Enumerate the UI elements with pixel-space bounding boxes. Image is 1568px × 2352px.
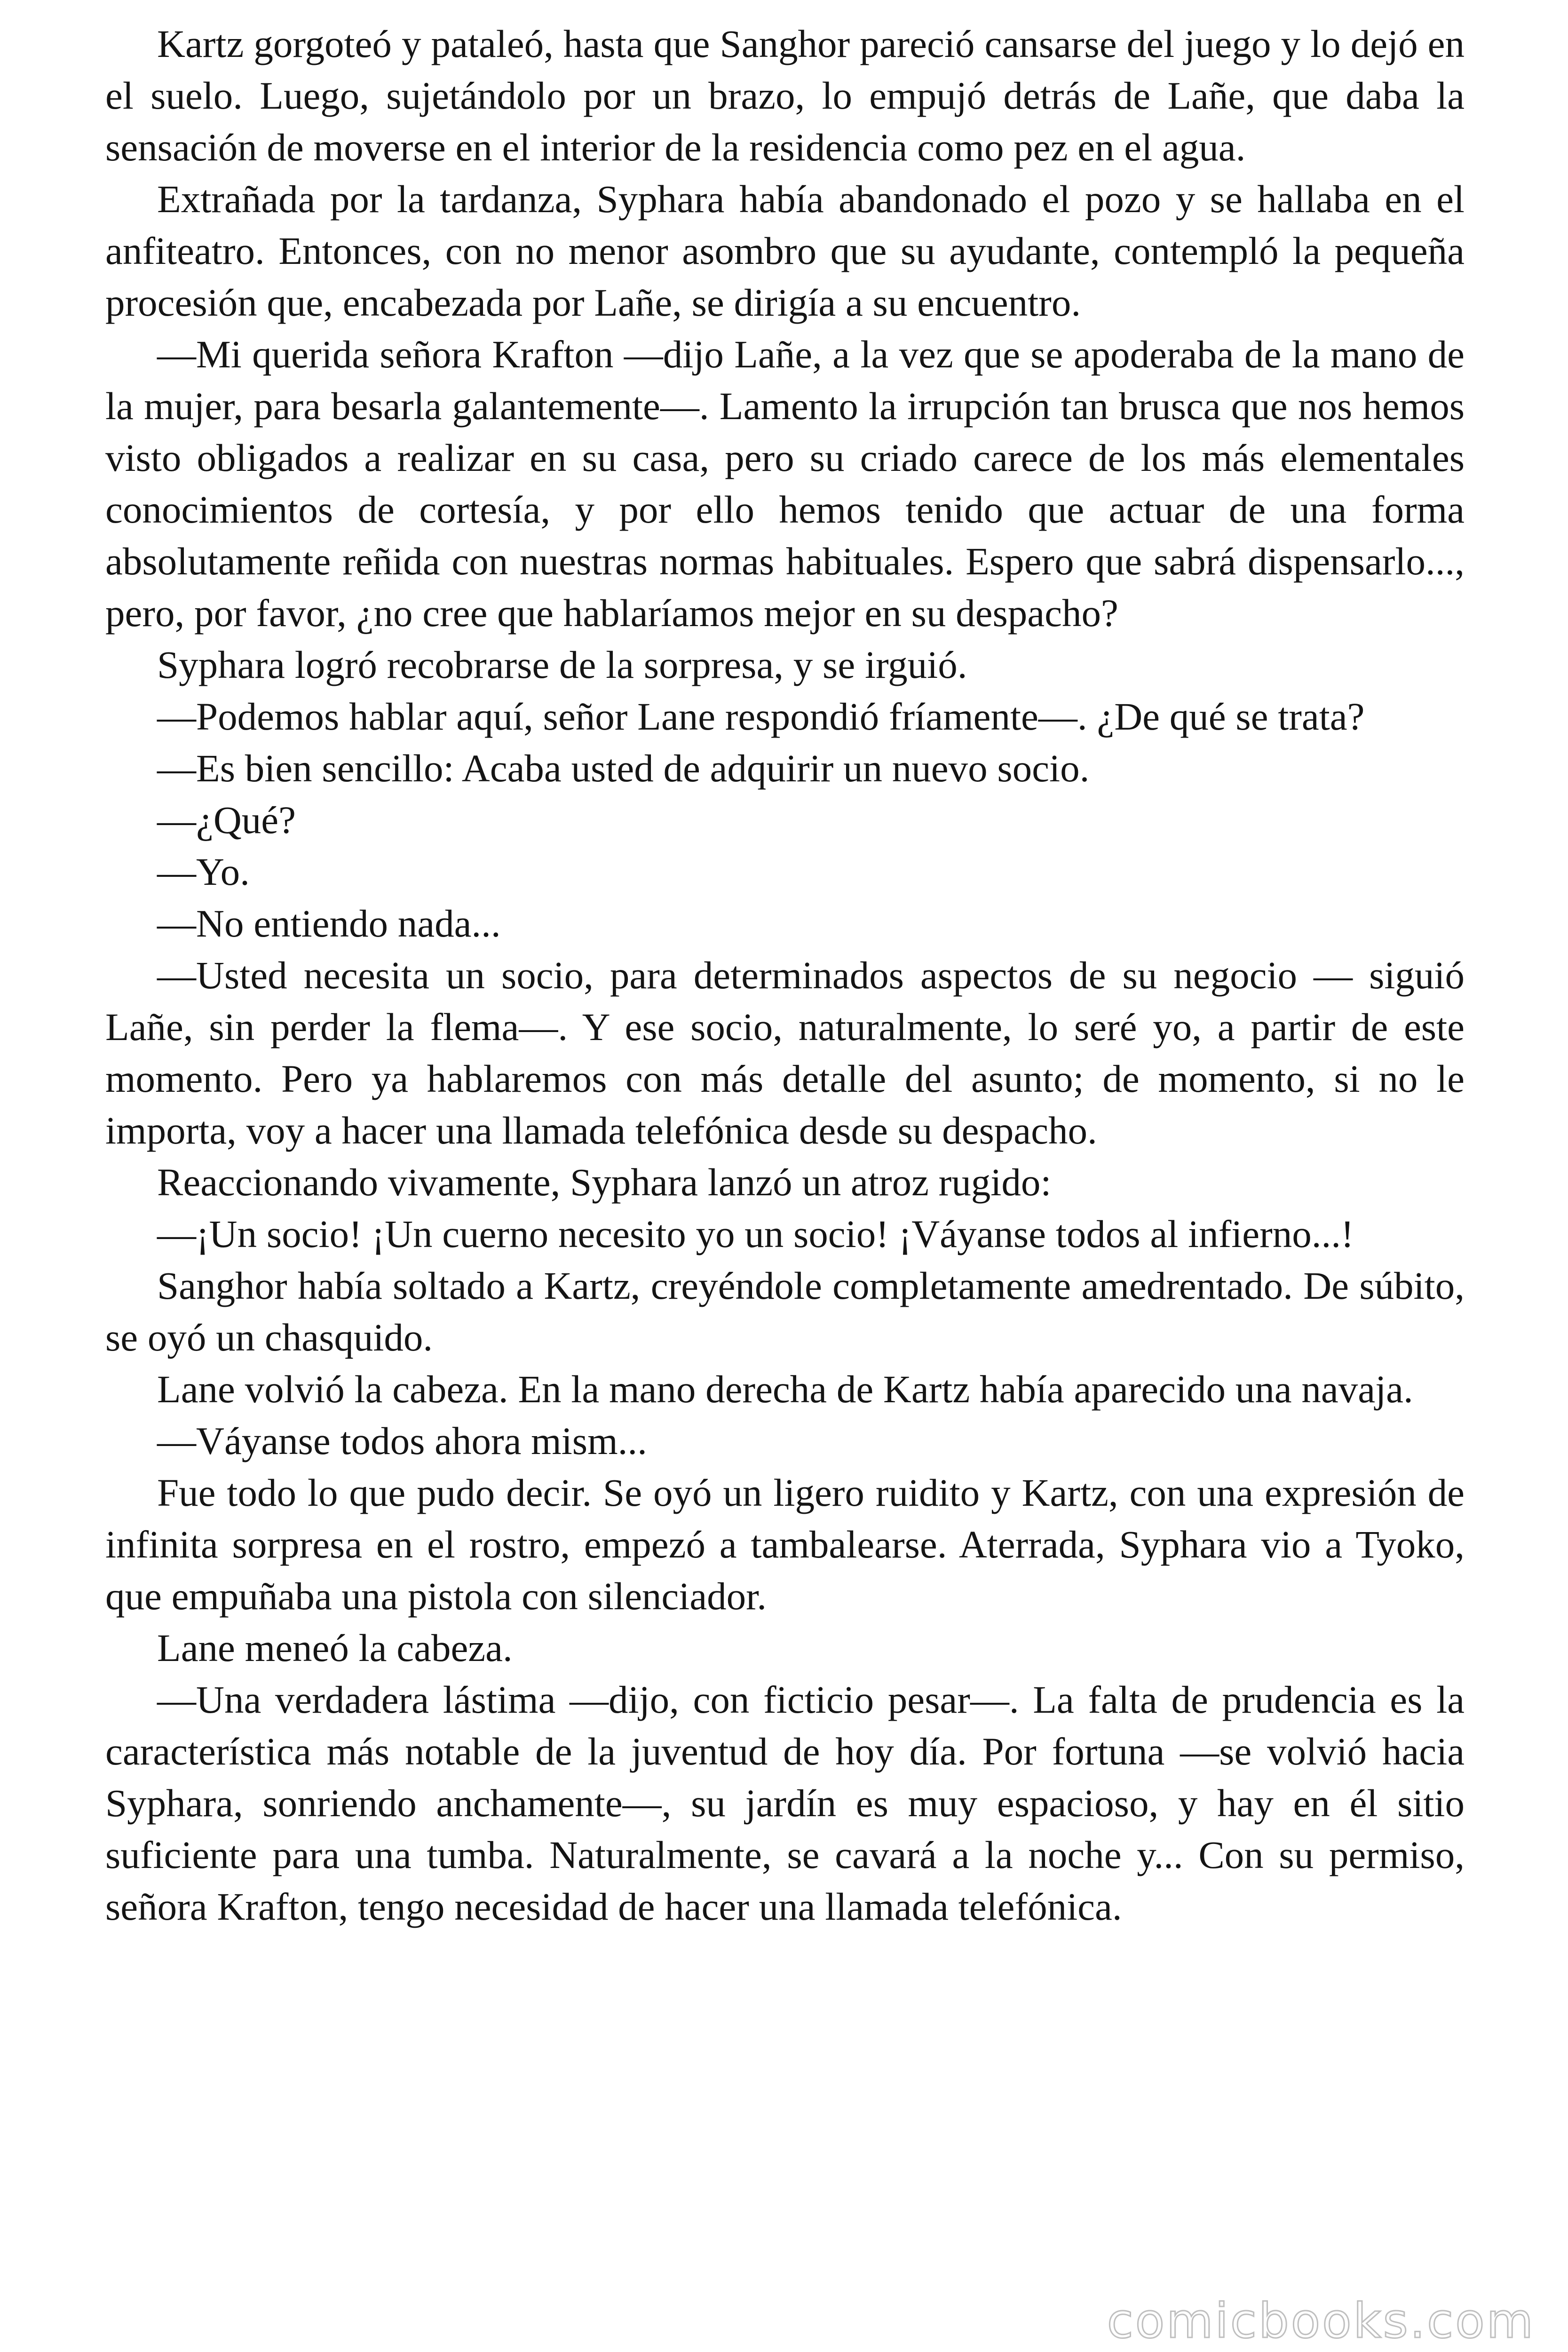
paragraph-4: Syphara logró recobrarse de la sorpresa, y se irguió. bbox=[157, 643, 967, 686]
paragraph-5: —Podemos hablar aquí, señor Lane respondió fríamente—. ¿De qué se trata? bbox=[157, 695, 1365, 738]
paragraph-13: Sanghor había soltado a Kartz, creyéndole completamente amedrentado. De súbito, se oyó un chasquido. bbox=[105, 1264, 1465, 1359]
paragraph-17: Lane meneó la cabeza. bbox=[157, 1626, 513, 1669]
paragraph-7: —¿Qué? bbox=[157, 798, 296, 842]
paragraph-12: —¡Un socio! ¡Un cuerno necesito yo un socio! ¡Váyanse todos al infierno...! bbox=[157, 1212, 1354, 1255]
paragraph-18: —Una verdadera lástima —dijo, con ficticio pesar—. La falta de prudencia es la característica más notable de la juventud de hoy día. Por fortuna —se volvió hacia Syphara, sonriendo anchamente—, su jardín es muy espacioso, y hay en él sitio suficiente para una tumba. Naturalmente, se cavará a la noche y... Con su permiso, señora Krafton, tengo necesidad de hacer una llamada telefónica. bbox=[105, 1678, 1465, 1928]
body-text bbox=[105, 18, 1465, 1932]
paragraph-8: —Yo. bbox=[157, 850, 250, 893]
paragraph-16: Fue todo lo que pudo decir. Se oyó un ligero ruidito y Kartz, con una expresión de infinita sorpresa en el rostro, empezó a tambalearse. Aterrada, Syphara vio a Tyoko, que empuñaba una pistola con silenciador. bbox=[105, 1471, 1465, 1618]
watermark: comicbooks.com bbox=[1107, 2293, 1535, 2349]
paragraph-2: Extrañada por la tardanza, Syphara había abandonado el pozo y se hallaba en el anfiteatro. Entonces, con no menor asombro que su ayudante, contempló la pequeña procesión que, encabezada por Lañe, se dirigía a su encuentro. bbox=[105, 177, 1465, 324]
paragraph-11: Reaccionando vivamente, Syphara lanzó un atroz rugido: bbox=[157, 1160, 1052, 1204]
paragraph-14: Lane volvió la cabeza. En la mano derecha de Kartz había aparecido una navaja. bbox=[157, 1367, 1413, 1411]
paragraph-3: —Mi querida señora Krafton —dijo Lañe, a la vez que se apoderaba de la mano de la mujer, para besarla galantemente—. Lamento la irrupción tan brusca que nos hemos visto obligados a realizar en su casa, pero su criado carece de los más elementales conocimientos de cortesía, y por ello hemos tenido que actuar de una forma absolutamente reñida con nuestras normas habituales. Espero que sabrá dispensarlo..., pero, por favor, ¿no cree que hablaríamos mejor en su despacho? bbox=[105, 333, 1465, 635]
paragraph-9: —No entiendo nada... bbox=[157, 902, 501, 945]
paragraph-15: —Váyanse todos ahora mism... bbox=[157, 1419, 647, 1462]
paragraph-10: —Usted necesita un socio, para determinados aspectos de su negocio — siguió Lañe, sin perder la flema—. Y ese socio, naturalmente, lo seré yo, a partir de este momento. Pero ya hablaremos con más detalle del asunto; de momento, si no le importa, voy a hacer una llamada telefónica desde su despacho. bbox=[105, 954, 1465, 1152]
paragraph-6: —Es bien sencillo: Acaba usted de adquirir un nuevo socio. bbox=[157, 747, 1090, 790]
paragraph-1: Kartz gorgoteó y pataleó, hasta que Sanghor pareció cansarse del juego y lo dejó en el suelo. Luego, sujetándolo por un brazo, lo empujó detrás de Lañe, que daba la sensación de moverse en el interior de la residencia como pez en el agua. bbox=[105, 22, 1465, 169]
